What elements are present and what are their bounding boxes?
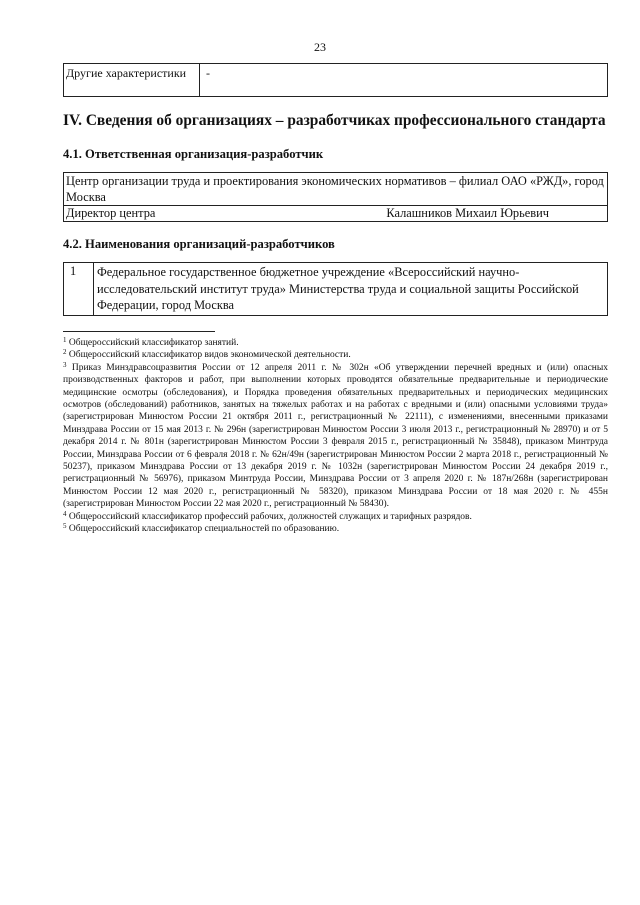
footnote-divider (63, 331, 215, 332)
responsible-org-person: Калашников Михаил Юрьевич (386, 206, 549, 220)
footnote-item: $^2$ Общероссийский классификатор видов экономической деятельности. (63, 348, 351, 361)
responsible-org-name: Центр организации труда и проектирования экономических нормативов – филиал ОАО «РЖД», город Москва (64, 173, 607, 206)
developer-org-name: Федеральное государственное бюджетное учреждение «Всероссийский научно-исследовательский институт труда» Министерства труда и социальной защиты Российской Федерации, город Москва (97, 265, 579, 312)
footnote-item: $^3$ Приказ Минздравсоцразвития России от 12 апреля 2011 г. № 302н «Об утверждении перечней вредных и (или) опасных производственных факторов и работ, при выполнении которых проводятся обязательные предварительные и периодические медицинские осмотры (обследования), и Порядка проведения обязательных предварительных и периодических медицинских осмотров (обследований) работников, занятых на тяжелых работах и на работах с вредными и (или) опасными условиями труда» (зарегистрирован Минюстом России 21 октября 2011 г., регистрационный № 22111), с изменениями, внесенными приказами Минздрава России от 15 мая 2013 г. № 296н (зарегистрирован Минюстом России 3 июля 2013 г., регистрационный № 28970) и от 5 декабря 2014 г. № 801н (зарегистрирован Минюстом России 3 февраля 2015 г., регистрационный № 35848), приказом Минтруда России, Минздрава России от 6 февраля 2018 г. № 62н/49н (зарегистрирован Минюстом России 2 марта 2018 г., регистрационный № 50237), приказом Минздрава России от 13 декабря 2019 г. № 1032н (зарегистрирован Минюстом России 24 декабря 2019 г., регистрационный № 56976), приказом Минтруда России, Минздрава России от 3 апреля 2020 г. № 187н/268н (зарегистрирован Минюстом России 12 мая 2020 г., регистрационный № 58320), приказом Минздрава России от 18 мая 2020 г. № 455н (зарегистрирован Минюстом России 22 мая 2020 г., регистрационный № 58430). (63, 360, 609, 510)
other-characteristics-label: Другие характеристики (64, 64, 200, 96)
footnote-item: $^5$ Общероссийский классификатор специальностей по образованию. (63, 522, 340, 535)
responsible-org-signatory (64, 206, 607, 221)
footnote-item: $^1$ Общероссийский классификатор занятий. (63, 336, 239, 348)
responsible-org-heading: 4.1. Ответственная организация-разработчик (63, 147, 324, 161)
other-characteristics-value: - (206, 66, 210, 80)
section-title: IV. Сведения об организациях – разработчиках профессионального стандарта (63, 112, 606, 129)
responsible-org-position: Директор центра (66, 206, 156, 220)
other-characteristics-table (63, 63, 608, 97)
developer-orgs-table (63, 262, 608, 316)
responsible-org-table (63, 172, 608, 222)
footnotes (63, 337, 608, 536)
page-number: 23 (314, 40, 326, 54)
developer-orgs-heading: 4.2. Наименования организаций-разработчиков (63, 237, 335, 251)
footnote-item: $^4$ Общероссийский классификатор профессий рабочих, должностей служащих и тарифных разрядов. (63, 509, 472, 522)
developer-org-number: 1 (64, 263, 94, 315)
